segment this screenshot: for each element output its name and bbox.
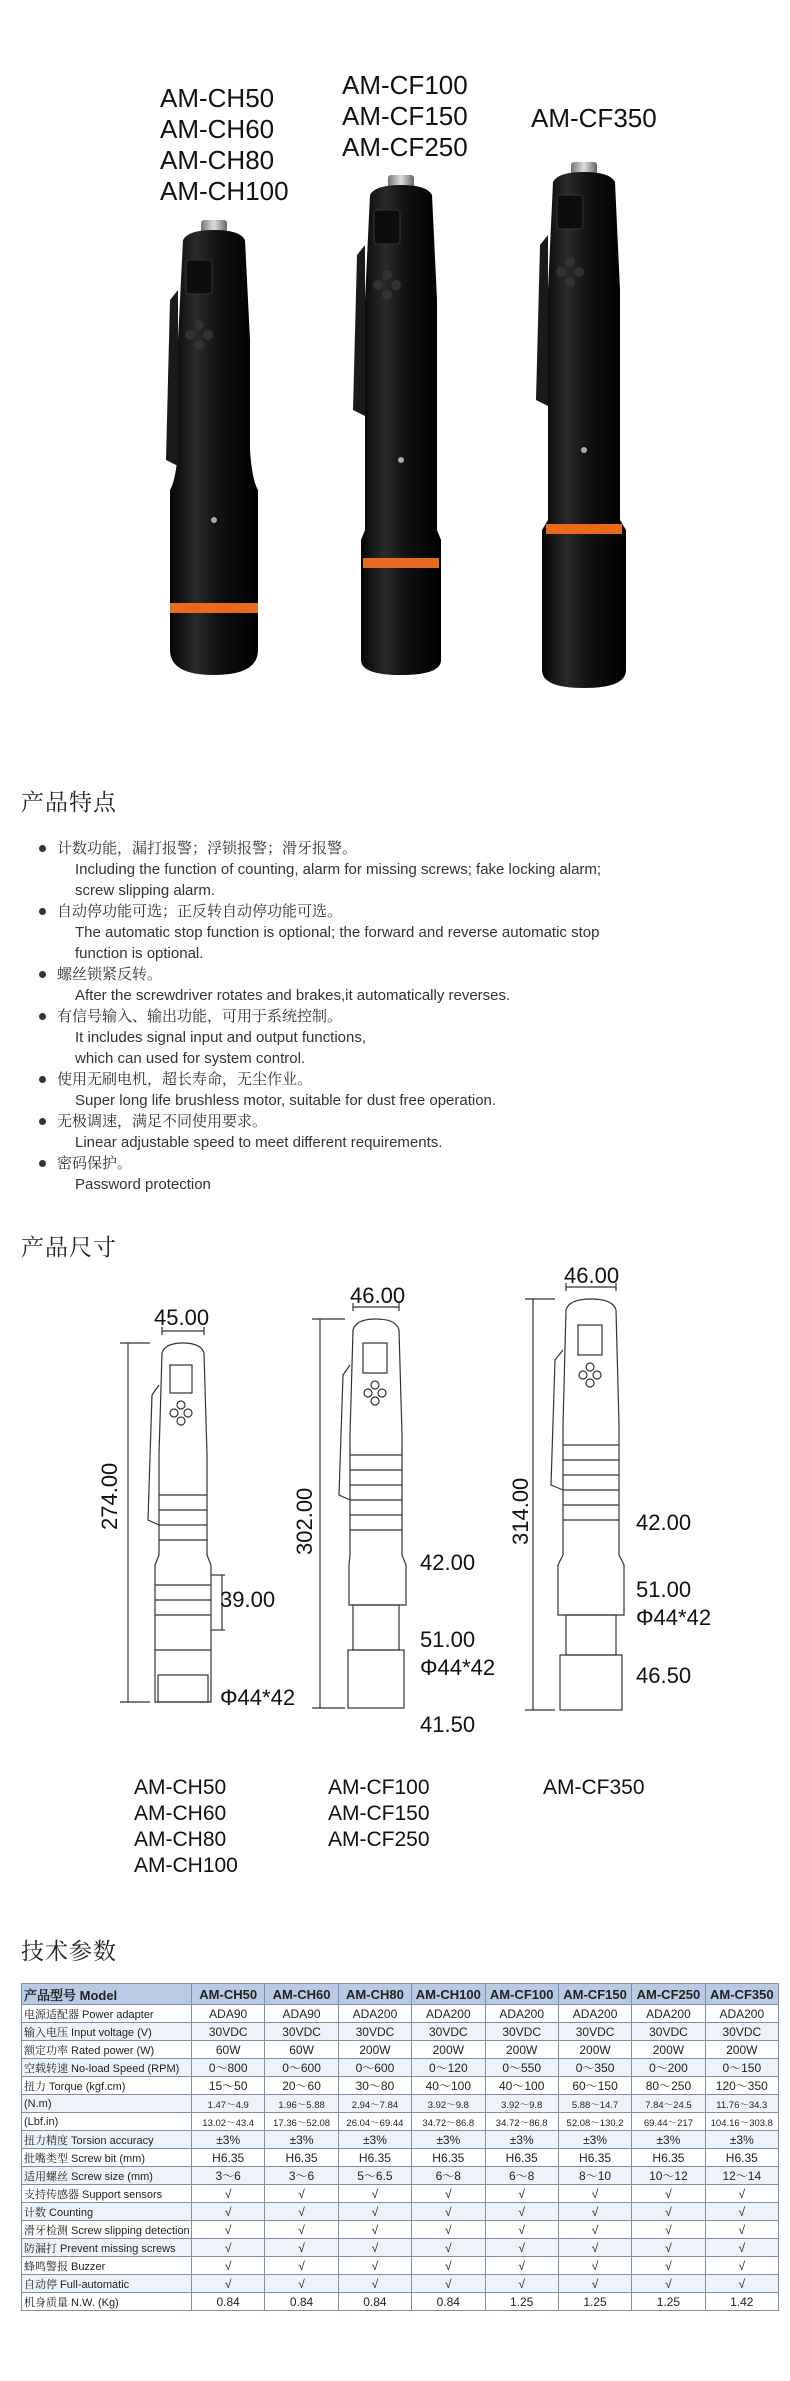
table-cell: 11.76～34.3 <box>705 2095 778 2113</box>
screwdriver-cf-photo <box>353 175 441 675</box>
table-cell: 0～550 <box>485 2059 558 2077</box>
table-cell: ADA200 <box>705 2005 778 2023</box>
row-label: 电源适配器 Power adapter <box>22 2005 192 2023</box>
dim-width: 46.00 <box>350 1283 406 1308</box>
feature-en: It includes signal input and output functions, <box>75 1029 367 1046</box>
table-cell: √ <box>338 2239 411 2257</box>
feature-en: After the screwdriver rotates and brakes,it automatically reverses. <box>75 987 511 1004</box>
table-cell: ±3% <box>485 2131 558 2149</box>
feature-en: Linear adjustable speed to meet different requirements. <box>75 1134 443 1151</box>
table-row <box>22 2275 779 2293</box>
feature-item <box>35 964 675 1006</box>
feature-item <box>35 1111 675 1153</box>
table-cell: √ <box>558 2203 631 2221</box>
table-cell: 200W <box>632 2041 705 2059</box>
table-cell: 1.96～5.88 <box>265 2095 338 2113</box>
table-cell: 80～250 <box>632 2077 705 2095</box>
row-label: 蜂鸣警报 Buzzer <box>22 2257 192 2275</box>
row-label: (N.m) <box>22 2095 192 2113</box>
model-label: AM-CH60 <box>134 1802 227 1825</box>
dim-b: 51.00 <box>636 1577 692 1602</box>
table-cell: √ <box>558 2275 631 2293</box>
feature-en: Password protection <box>75 1176 211 1193</box>
table-cell: √ <box>485 2275 558 2293</box>
table-cell: √ <box>705 2275 778 2293</box>
table-cell: 0～600 <box>265 2059 338 2077</box>
table-row <box>22 2185 779 2203</box>
table-cell: √ <box>485 2185 558 2203</box>
table-row <box>22 2239 779 2257</box>
table-cell: 0～120 <box>412 2059 485 2077</box>
table-cell: √ <box>192 2185 265 2203</box>
feature-en: Including the function of counting, alarm for missing screws; fake locking alarm; <box>75 861 602 878</box>
table-cell: ±3% <box>192 2131 265 2149</box>
table-cell: √ <box>338 2203 411 2221</box>
table-cell: ±3% <box>265 2131 338 2149</box>
feature-zh: 无极调速，满足不同使用要求。 <box>57 1113 268 1130</box>
table-cell: √ <box>485 2239 558 2257</box>
table-cell: ADA200 <box>338 2005 411 2023</box>
features-title: 产品特点 <box>21 789 117 815</box>
row-label: (Lbf.in) <box>22 2113 192 2131</box>
bullet-icon <box>39 1076 46 1083</box>
screwdriver-ch-photo <box>166 220 258 675</box>
table-cell: √ <box>485 2203 558 2221</box>
model-label: AM-CF150 <box>342 101 468 131</box>
table-cell: 20～60 <box>265 2077 338 2095</box>
features-list <box>35 838 675 1195</box>
table-cell: √ <box>265 2203 338 2221</box>
feature-zh: 计数功能，漏打报警；浮锁报警；滑牙报警。 <box>57 840 358 857</box>
table-cell: 0～350 <box>558 2059 631 2077</box>
table-cell: ADA200 <box>632 2005 705 2023</box>
table-cell: 69.44～217 <box>632 2113 705 2131</box>
table-cell: ±3% <box>338 2131 411 2149</box>
feature-zh: 有信号输入、输出功能，可用于系统控制。 <box>57 1008 343 1025</box>
model-label: AM-CF250 <box>342 132 468 162</box>
table-cell: 30VDC <box>705 2023 778 2041</box>
table-cell: √ <box>632 2239 705 2257</box>
dimension-drawing-cf350 <box>525 1283 624 1710</box>
table-row <box>22 2005 779 2023</box>
table-cell: 6～8 <box>412 2167 485 2185</box>
table-row <box>22 2203 779 2221</box>
table-row <box>22 2059 779 2077</box>
model-label: AM-CF100 <box>342 70 468 100</box>
table-cell: 40～100 <box>485 2077 558 2095</box>
table-cell: 30VDC <box>412 2023 485 2041</box>
table-cell: √ <box>632 2221 705 2239</box>
table-row <box>22 2131 779 2149</box>
table-cell: 200W <box>338 2041 411 2059</box>
table-cell: √ <box>705 2257 778 2275</box>
model-label: AM-CH100 <box>160 176 289 206</box>
dim-width: 45.00 <box>154 1305 210 1330</box>
table-cell: H6.35 <box>632 2149 705 2167</box>
table-cell: 1.25 <box>485 2293 558 2311</box>
table-cell: 0.84 <box>192 2293 265 2311</box>
table-cell: √ <box>632 2203 705 2221</box>
bullet-icon <box>39 971 46 978</box>
table-cell: 60W <box>192 2041 265 2059</box>
table-cell: 40～100 <box>412 2077 485 2095</box>
table-cell: √ <box>558 2239 631 2257</box>
table-cell: H6.35 <box>338 2149 411 2167</box>
dim-c: 41.50 <box>420 1712 476 1737</box>
table-cell: 6～8 <box>485 2167 558 2185</box>
table-cell: ADA200 <box>485 2005 558 2023</box>
table-cell: 30VDC <box>632 2023 705 2041</box>
table-cell: √ <box>265 2257 338 2275</box>
row-label: 自动停 Full-automatic <box>22 2275 192 2293</box>
table-cell: 120～350 <box>705 2077 778 2095</box>
row-label: 扭力精度 Torsion accuracy <box>22 2131 192 2149</box>
table-cell: √ <box>192 2203 265 2221</box>
row-label: 计数 Counting <box>22 2203 192 2221</box>
table-cell: 3～6 <box>265 2167 338 2185</box>
table-row <box>22 2221 779 2239</box>
table-cell: 0～150 <box>705 2059 778 2077</box>
dimension-caption-group1 <box>134 1775 238 1879</box>
table-cell: ADA90 <box>192 2005 265 2023</box>
header-cell: AM-CH100 <box>412 1984 485 2005</box>
table-cell: 200W <box>558 2041 631 2059</box>
table-cell: H6.35 <box>265 2149 338 2167</box>
row-label: 空载转速 No-load Speed (RPM) <box>22 2059 192 2077</box>
table-cell: 12～14 <box>705 2167 778 2185</box>
table-cell: 17.36～52.08 <box>265 2113 338 2131</box>
table-cell: √ <box>265 2221 338 2239</box>
specs-table <box>21 1983 779 2311</box>
table-cell: 1.42 <box>705 2293 778 2311</box>
table-cell: 200W <box>485 2041 558 2059</box>
table-cell: 0～600 <box>338 2059 411 2077</box>
table-cell: 0.84 <box>265 2293 338 2311</box>
dim-diameter: Φ44*42 <box>220 1685 296 1710</box>
header-cell: AM-CF150 <box>558 1984 631 2005</box>
table-cell: 1.47～4.9 <box>192 2095 265 2113</box>
table-cell: ±3% <box>705 2131 778 2149</box>
feature-zh: 自动停功能可选；正反转自动停功能可选。 <box>57 903 343 920</box>
table-cell: 1.25 <box>558 2293 631 2311</box>
table-cell: √ <box>632 2257 705 2275</box>
table-cell: 30VDC <box>338 2023 411 2041</box>
table-cell: √ <box>412 2239 485 2257</box>
table-cell: 30VDC <box>265 2023 338 2041</box>
model-label: AM-CF150 <box>328 1802 430 1825</box>
table-cell: √ <box>705 2185 778 2203</box>
table-row <box>22 2257 779 2275</box>
table-cell: 200W <box>705 2041 778 2059</box>
row-label: 扭力 Torque (kgf.cm) <box>22 2077 192 2095</box>
header-cell: AM-CF350 <box>705 1984 778 2005</box>
feature-zh: 使用无刷电机，超长寿命，无尘作业。 <box>57 1071 313 1088</box>
table-cell: 5.88～14.7 <box>558 2095 631 2113</box>
feature-item <box>35 1153 675 1195</box>
table-cell: 2.94～7.84 <box>338 2095 411 2113</box>
table-cell: 60W <box>265 2041 338 2059</box>
dim-a: 42.00 <box>636 1510 692 1535</box>
table-row <box>22 2077 779 2095</box>
table-cell: H6.35 <box>192 2149 265 2167</box>
model-label: AM-CF350 <box>531 103 657 133</box>
header-cell: AM-CF100 <box>485 1984 558 2005</box>
dim-c: 46.50 <box>636 1663 692 1688</box>
dim-mid: 39.00 <box>220 1587 276 1612</box>
table-cell: 3.92～9.8 <box>485 2095 558 2113</box>
table-cell: H6.35 <box>485 2149 558 2167</box>
table-cell: 26.04～69.44 <box>338 2113 411 2131</box>
model-label: AM-CH50 <box>160 83 275 113</box>
table-cell: 52.08～130.2 <box>558 2113 631 2131</box>
table-cell: 30～80 <box>338 2077 411 2095</box>
table-cell: √ <box>558 2257 631 2275</box>
bullet-icon <box>39 845 46 852</box>
table-cell: √ <box>338 2257 411 2275</box>
model-label: AM-CH60 <box>160 114 275 144</box>
table-cell: √ <box>558 2185 631 2203</box>
feature-zh: 螺丝锁紧反转。 <box>57 966 163 983</box>
table-cell: √ <box>192 2275 265 2293</box>
table-cell: 34.72～86.8 <box>485 2113 558 2131</box>
row-label: 额定功率 Rated power (W) <box>22 2041 192 2059</box>
model-label: AM-CH100 <box>134 1854 238 1877</box>
table-cell: 3.92～9.8 <box>412 2095 485 2113</box>
feature-item <box>35 838 675 901</box>
header-cell: AM-CH60 <box>265 1984 338 2005</box>
table-cell: H6.35 <box>705 2149 778 2167</box>
table-cell: √ <box>265 2239 338 2257</box>
bullet-icon <box>39 1013 46 1020</box>
dimension-caption-group3 <box>543 1775 645 1801</box>
screwdriver-cf350-photo <box>536 162 626 688</box>
feature-item <box>35 1069 675 1111</box>
table-cell: √ <box>338 2275 411 2293</box>
dimensions-title: 产品尺寸 <box>21 1234 117 1260</box>
model-label: AM-CH80 <box>134 1828 227 1851</box>
dim-diameter: Φ44*42 <box>636 1605 712 1630</box>
dimension-drawing-ch <box>120 1327 225 1702</box>
table-cell: √ <box>412 2257 485 2275</box>
table-cell: 0～200 <box>632 2059 705 2077</box>
table-cell: ADA200 <box>558 2005 631 2023</box>
table-row <box>22 2149 779 2167</box>
table-cell: H6.35 <box>558 2149 631 2167</box>
table-row <box>22 2113 779 2131</box>
group3-model-labels <box>531 103 657 134</box>
product-photos <box>0 150 790 740</box>
table-cell: √ <box>705 2239 778 2257</box>
table-cell: √ <box>192 2239 265 2257</box>
header-cell: AM-CF250 <box>632 1984 705 2005</box>
table-cell: ±3% <box>558 2131 631 2149</box>
dim-width: 46.00 <box>564 1263 620 1288</box>
row-label: 输入电压 Input voltage (V) <box>22 2023 192 2041</box>
table-cell: √ <box>412 2221 485 2239</box>
dim-height: 314.00 <box>508 1477 533 1545</box>
table-cell: 5～6.5 <box>338 2167 411 2185</box>
dim-b: 51.00 <box>420 1627 476 1652</box>
model-label: AM-CF350 <box>543 1776 645 1799</box>
table-cell: √ <box>705 2203 778 2221</box>
table-cell: 8～10 <box>558 2167 631 2185</box>
row-label: 滑牙检测 Screw slipping detection <box>22 2221 192 2239</box>
table-cell: 104.16～303.8 <box>705 2113 778 2131</box>
table-cell: 30VDC <box>485 2023 558 2041</box>
header-cell: 产品型号 Model <box>22 1984 192 2005</box>
table-cell: 10～12 <box>632 2167 705 2185</box>
feature-en: screw slipping alarm. <box>75 882 216 899</box>
row-label: 防漏打 Prevent missing screws <box>22 2239 192 2257</box>
dim-diameter: Φ44*42 <box>420 1655 496 1680</box>
table-cell: 0～800 <box>192 2059 265 2077</box>
table-cell: √ <box>265 2185 338 2203</box>
table-cell: 60～150 <box>558 2077 631 2095</box>
bullet-icon <box>39 908 46 915</box>
table-row <box>22 2293 779 2311</box>
table-cell: ADA200 <box>412 2005 485 2023</box>
table-cell: √ <box>412 2185 485 2203</box>
bullet-icon <box>39 1118 46 1125</box>
dim-height: 274.00 <box>97 1462 122 1530</box>
table-cell: 30VDC <box>192 2023 265 2041</box>
table-cell: 13.02～43.4 <box>192 2113 265 2131</box>
table-cell: 7.84～24.5 <box>632 2095 705 2113</box>
table-cell: 30VDC <box>558 2023 631 2041</box>
table-cell: 34.72～86.8 <box>412 2113 485 2131</box>
table-cell: √ <box>338 2221 411 2239</box>
table-cell: √ <box>632 2185 705 2203</box>
table-cell: √ <box>412 2275 485 2293</box>
table-cell: 0.84 <box>412 2293 485 2311</box>
table-cell: √ <box>192 2221 265 2239</box>
dimension-caption-group2 <box>328 1775 430 1853</box>
table-cell: 0.84 <box>338 2293 411 2311</box>
row-label: 机身质量 N.W. (Kg) <box>22 2293 192 2311</box>
feature-item <box>35 1006 675 1069</box>
table-cell: √ <box>705 2221 778 2239</box>
header-cell: AM-CH80 <box>338 1984 411 2005</box>
table-cell: √ <box>632 2275 705 2293</box>
feature-en: function is optional. <box>75 945 204 962</box>
table-cell: √ <box>485 2257 558 2275</box>
table-cell: √ <box>265 2275 338 2293</box>
feature-en: which can used for system control. <box>75 1050 306 1067</box>
table-cell: √ <box>338 2185 411 2203</box>
row-label: 支持传感器 Support sensors <box>22 2185 192 2203</box>
feature-item <box>35 901 675 964</box>
dimension-drawing-cf <box>312 1303 406 1708</box>
table-cell: 200W <box>412 2041 485 2059</box>
header-cell: AM-CH50 <box>192 1984 265 2005</box>
feature-zh: 密码保护。 <box>57 1155 133 1172</box>
table-cell: √ <box>412 2203 485 2221</box>
table-cell: ±3% <box>412 2131 485 2149</box>
table-row <box>22 2095 779 2113</box>
specs-title: 技术参数 <box>21 1938 117 1964</box>
table-header-row <box>22 1984 779 2005</box>
table-row <box>22 2167 779 2185</box>
model-label: AM-CH80 <box>160 145 275 175</box>
table-cell: 3～6 <box>192 2167 265 2185</box>
model-label: AM-CH50 <box>134 1776 227 1799</box>
table-cell: ADA90 <box>265 2005 338 2023</box>
bullet-icon <box>39 1160 46 1167</box>
specs-table-body <box>22 2005 779 2311</box>
table-row <box>22 2041 779 2059</box>
feature-en: The automatic stop function is optional; the forward and reverse automatic stop <box>75 924 600 941</box>
table-cell: H6.35 <box>412 2149 485 2167</box>
table-cell: 15～50 <box>192 2077 265 2095</box>
model-label: AM-CF100 <box>328 1776 430 1799</box>
table-row <box>22 2023 779 2041</box>
feature-en: Super long life brushless motor, suitable for dust free operation. <box>75 1092 497 1109</box>
row-label: 适用螺丝 Screw size (mm) <box>22 2167 192 2185</box>
table-cell: √ <box>192 2257 265 2275</box>
table-cell: 1.25 <box>632 2293 705 2311</box>
dim-height: 302.00 <box>292 1487 317 1555</box>
table-cell: ±3% <box>632 2131 705 2149</box>
model-label: AM-CF250 <box>328 1828 430 1851</box>
table-cell: √ <box>558 2221 631 2239</box>
table-cell: √ <box>485 2221 558 2239</box>
row-label: 批嘴类型 Screw bit (mm) <box>22 2149 192 2167</box>
dim-a: 42.00 <box>420 1550 476 1575</box>
